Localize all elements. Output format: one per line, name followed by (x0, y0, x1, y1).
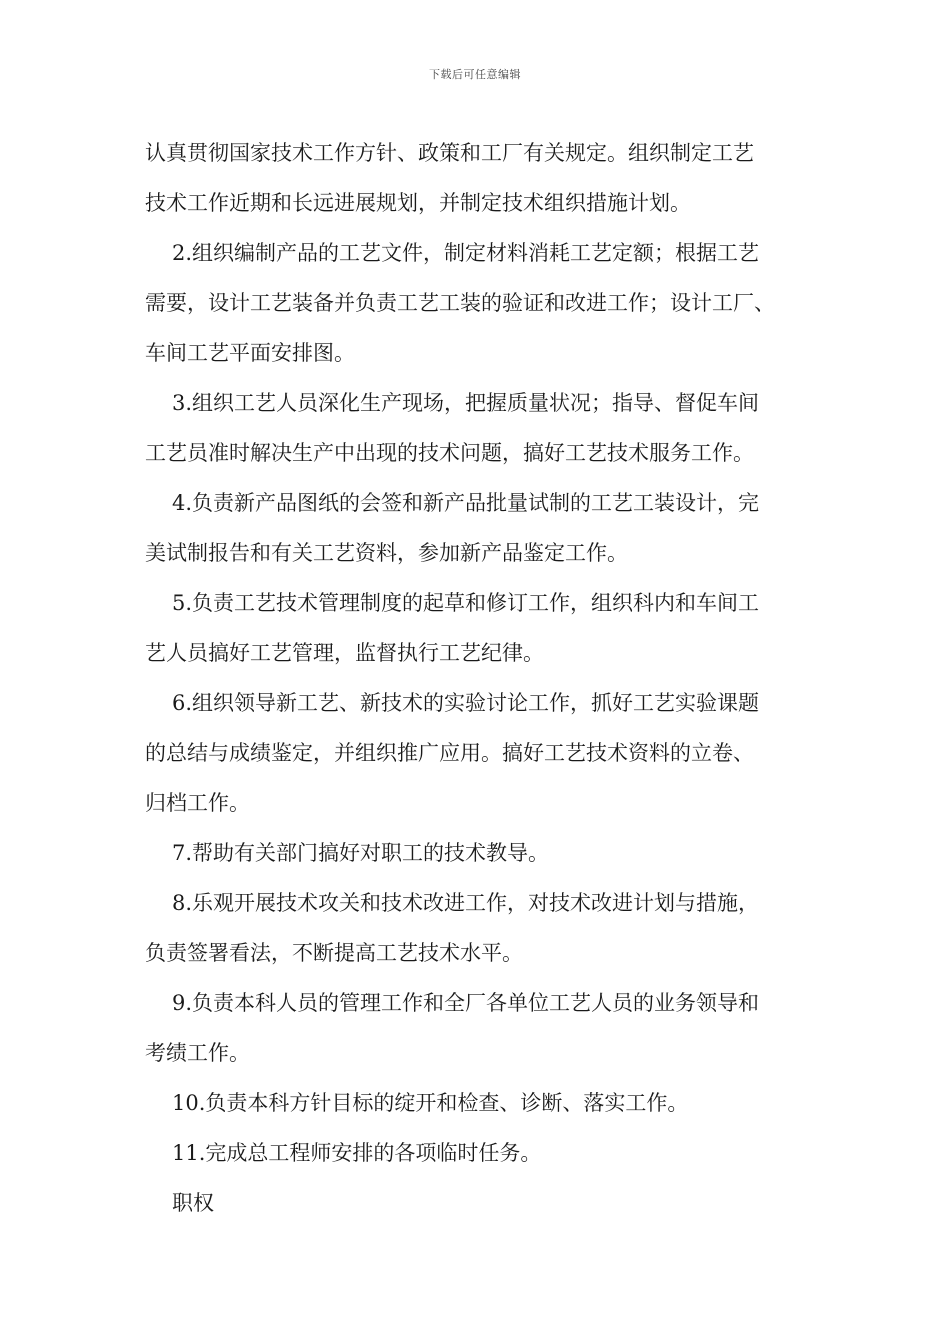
paragraph-line: 8.乐观开展技术攻关和技术改进工作，对技术改进计划与措施， (172, 891, 760, 915)
paragraph-line: 技术工作近期和长远进展规划，并制定技术组织措施计划。 (145, 191, 691, 215)
paragraph-line: 归档工作。 (145, 791, 250, 815)
paragraph-2 (145, 228, 835, 378)
paragraph-1 (145, 128, 835, 228)
paragraph-line: 3.组织工艺人员深化生产现场，把握质量状况；指导、督促车间 (172, 391, 760, 415)
paragraph-5 (145, 578, 835, 678)
paragraph-line: 车间工艺平面安排图。 (145, 341, 355, 365)
paragraph-8 (145, 878, 835, 978)
paragraph-line: 负责签署看法，不断提高工艺技术水平。 (145, 941, 523, 965)
paragraph-line: 的总结与成绩鉴定，并组织推广应用。搞好工艺技术资料的立卷、 (145, 741, 754, 765)
paragraph-line: 9.负责本科人员的管理工作和全厂各单位工艺人员的业务领导和 (172, 991, 760, 1015)
paragraph-11 (145, 1128, 835, 1178)
document-body (145, 128, 835, 1228)
page-header: 下载后可任意编辑 (429, 68, 521, 81)
paragraph-4 (145, 478, 835, 578)
paragraph-3 (145, 378, 835, 478)
paragraph-line: 4.负责新产品图纸的会签和新产品批量试制的工艺工装设计，完 (172, 491, 760, 515)
section-heading: 职权 (172, 1191, 214, 1215)
paragraph-10 (145, 1078, 835, 1128)
paragraph-line: 考绩工作。 (145, 1041, 250, 1065)
paragraph-line: 美试制报告和有关工艺资料，参加新产品鉴定工作。 (145, 541, 628, 565)
paragraph-line: 需要，设计工艺装备并负责工艺工装的验证和改进工作；设计工厂、 (145, 291, 775, 315)
paragraph-line: 5.负责工艺技术管理制度的起草和修订工作，组织科内和车间工 (172, 591, 760, 615)
paragraph-line: 10.负责本科方针目标的绽开和检查、诊断、落实工作。 (172, 1091, 689, 1115)
paragraph-7 (145, 828, 835, 878)
paragraph-line: 6.组织领导新工艺、新技术的实验讨论工作，抓好工艺实验课题 (172, 691, 760, 715)
paragraph-line: 认真贯彻国家技术工作方针、政策和工厂有关规定。组织制定工艺 (145, 141, 754, 165)
paragraph-6 (145, 678, 835, 828)
paragraph-line: 11.完成总工程师安排的各项临时任务。 (172, 1141, 542, 1165)
paragraph-line: 7.帮助有关部门搞好对职工的技术教导。 (172, 841, 550, 865)
paragraph-line: 艺人员搞好工艺管理，监督执行工艺纪律。 (145, 641, 544, 665)
paragraph-9 (145, 978, 835, 1078)
paragraph-line: 2.组织编制产品的工艺文件，制定材料消耗工艺定额；根据工艺 (172, 241, 760, 265)
paragraph-line: 工艺员准时解决生产中出现的技术问题，搞好工艺技术服务工作。 (145, 441, 754, 465)
